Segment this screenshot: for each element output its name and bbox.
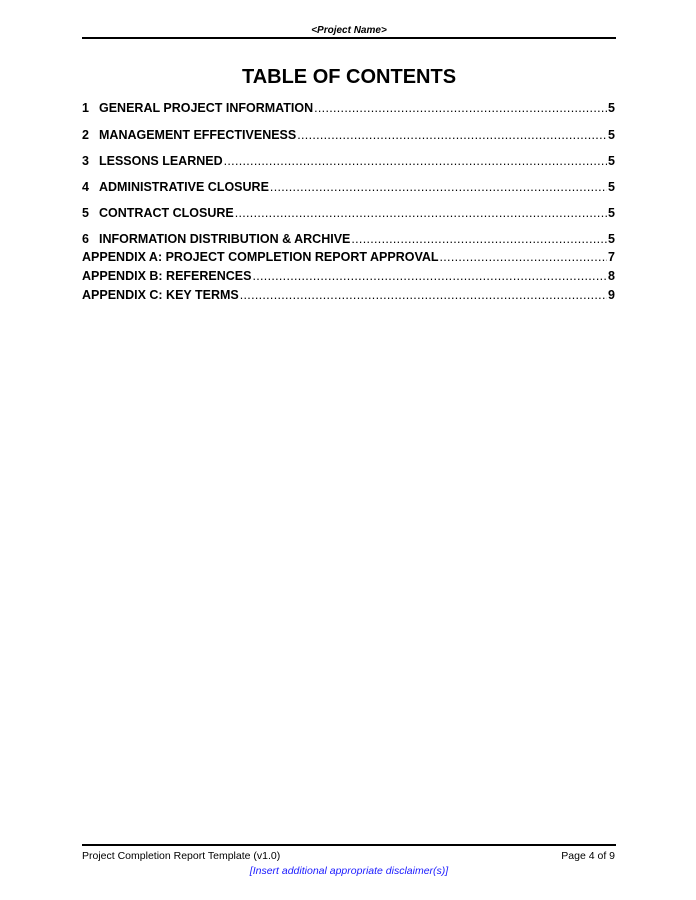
toc-entry-text: GENERAL PROJECT INFORMATION xyxy=(99,101,314,115)
toc-entry-text: APPENDIX A: PROJECT COMPLETION REPORT APPROVAL xyxy=(82,250,439,264)
toc-entry-management-effectiveness[interactable] xyxy=(82,125,615,143)
toc-entry-number: 1 xyxy=(82,101,89,115)
toc-dot-leader xyxy=(351,231,607,247)
page-header-project-name: <Project Name> xyxy=(311,25,387,36)
toc-entry-number: 4 xyxy=(82,180,89,194)
toc-entry-general-project-information[interactable] xyxy=(82,98,615,116)
footer-page-number: Page 4 of 9 xyxy=(561,850,615,862)
toc-dot-leader xyxy=(270,179,607,195)
toc-dot-leader xyxy=(240,287,607,303)
toc-entry-administrative-closure[interactable] xyxy=(82,177,615,195)
toc-entry-lessons-learned[interactable] xyxy=(82,151,615,169)
toc-entry-text: APPENDIX B: REFERENCES xyxy=(82,269,252,283)
toc-entry-number: 3 xyxy=(82,154,89,168)
toc-entry-text: LESSONS LEARNED xyxy=(99,154,223,168)
toc-dot-leader xyxy=(314,100,607,116)
toc-entry-appendix-b[interactable] xyxy=(82,266,615,284)
toc-entry-text: CONTRACT CLOSURE xyxy=(99,206,234,220)
toc-entry-text: MANAGEMENT EFFECTIVENESS xyxy=(99,128,297,142)
toc-entry-page: 7 xyxy=(608,250,615,264)
toc-title: TABLE OF CONTENTS xyxy=(241,66,457,88)
toc-dot-leader xyxy=(224,153,607,169)
toc-entry-information-distribution-archive[interactable] xyxy=(82,229,615,247)
toc-entry-number: 5 xyxy=(82,206,89,220)
toc-dot-leader xyxy=(297,127,607,143)
toc-entry-text: ADMINISTRATIVE CLOSURE xyxy=(99,180,269,194)
footer-template-name: Project Completion Report Template (v1.0) xyxy=(82,850,281,862)
footer-disclaimer: [Insert additional appropriate disclaimer(s)] xyxy=(249,865,449,877)
toc-entry-appendix-a[interactable] xyxy=(82,247,615,265)
toc-entry-page: 5 xyxy=(608,232,615,246)
toc-entry-text: INFORMATION DISTRIBUTION & ARCHIVE xyxy=(99,232,351,246)
toc-entry-number: 6 xyxy=(82,232,89,246)
toc-dot-leader xyxy=(440,249,608,265)
toc-entry-page: 5 xyxy=(608,206,615,220)
toc-entry-text: APPENDIX C: KEY TERMS xyxy=(82,288,239,302)
toc-dot-leader xyxy=(235,205,607,221)
toc-entry-contract-closure[interactable] xyxy=(82,203,615,221)
toc-entry-page: 5 xyxy=(608,180,615,194)
toc-entry-page: 5 xyxy=(608,128,615,142)
toc-entry-page: 5 xyxy=(608,154,615,168)
toc-entry-number: 2 xyxy=(82,128,89,142)
toc-entry-page: 5 xyxy=(608,101,615,115)
footer-divider xyxy=(82,844,616,846)
header-divider xyxy=(82,37,616,39)
toc-entry-page: 8 xyxy=(608,269,615,283)
toc-dot-leader xyxy=(252,268,607,284)
toc-entry-page: 9 xyxy=(608,288,615,302)
toc-entry-appendix-c[interactable] xyxy=(82,285,615,303)
